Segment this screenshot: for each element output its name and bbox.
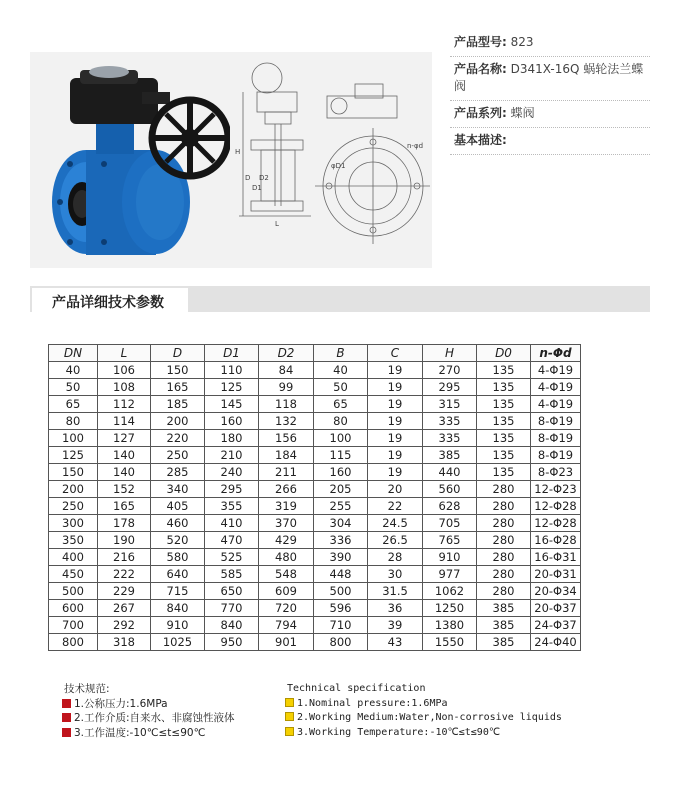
table-cell: 280 bbox=[477, 566, 531, 583]
table-cell: 794 bbox=[259, 617, 314, 634]
table-cell: 65 bbox=[49, 396, 98, 413]
table-cell: 8-Φ19 bbox=[531, 413, 581, 430]
product-info-list bbox=[450, 30, 650, 155]
table-cell: 770 bbox=[205, 600, 259, 617]
table-cell: 318 bbox=[98, 634, 151, 651]
table-row bbox=[49, 379, 581, 396]
table-cell: 525 bbox=[205, 549, 259, 566]
info-row-desc bbox=[450, 128, 650, 155]
model-label: 产品型号: bbox=[454, 35, 507, 49]
table-cell: 165 bbox=[151, 379, 205, 396]
notes-en-item bbox=[285, 697, 562, 712]
table-cell: 950 bbox=[205, 634, 259, 651]
table-cell: 99 bbox=[259, 379, 314, 396]
table-cell: 470 bbox=[205, 532, 259, 549]
table-cell: 145 bbox=[205, 396, 259, 413]
red-square-icon bbox=[62, 728, 71, 737]
table-row bbox=[49, 430, 581, 447]
info-row-series bbox=[450, 101, 650, 128]
notes-cn-item bbox=[62, 726, 235, 741]
technical-drawing bbox=[235, 56, 430, 264]
table-cell: 156 bbox=[259, 430, 314, 447]
table-cell: 315 bbox=[423, 396, 477, 413]
table-cell: 267 bbox=[98, 600, 151, 617]
table-cell: 385 bbox=[477, 634, 531, 651]
table-cell: 20-Φ34 bbox=[531, 583, 581, 600]
table-cell: 135 bbox=[477, 430, 531, 447]
table-cell: 36 bbox=[368, 600, 423, 617]
table-cell: 840 bbox=[205, 617, 259, 634]
yellow-square-icon bbox=[285, 712, 294, 721]
table-cell: 190 bbox=[98, 532, 151, 549]
yellow-square-icon bbox=[285, 698, 294, 707]
table-row bbox=[49, 413, 581, 430]
table-cell: 304 bbox=[314, 515, 368, 532]
table-cell: 295 bbox=[423, 379, 477, 396]
table-cell: 205 bbox=[314, 481, 368, 498]
table-cell: 20 bbox=[368, 481, 423, 498]
desc-label: 基本描述: bbox=[454, 133, 507, 147]
table-cell: 24.5 bbox=[368, 515, 423, 532]
drawing-label-d2: D2 bbox=[259, 174, 269, 182]
table-cell: 250 bbox=[151, 447, 205, 464]
table-cell: 448 bbox=[314, 566, 368, 583]
table-cell: 150 bbox=[49, 464, 98, 481]
table-cell: 152 bbox=[98, 481, 151, 498]
notes-cn-item bbox=[62, 711, 235, 726]
table-cell: 135 bbox=[477, 413, 531, 430]
table-cell: 200 bbox=[49, 481, 98, 498]
table-cell: 165 bbox=[98, 498, 151, 515]
table-cell: 135 bbox=[477, 362, 531, 379]
table-cell: 400 bbox=[49, 549, 98, 566]
table-cell: 118 bbox=[259, 396, 314, 413]
table-cell: 450 bbox=[49, 566, 98, 583]
table-cell: 280 bbox=[477, 498, 531, 515]
table-cell: 840 bbox=[151, 600, 205, 617]
table-cell: 24-Φ40 bbox=[531, 634, 581, 651]
table-cell: 370 bbox=[259, 515, 314, 532]
notes-en-item-text: 1.Nominal pressure:1.6MPa bbox=[297, 697, 448, 709]
table-cell: 210 bbox=[205, 447, 259, 464]
col-header-c: C bbox=[368, 345, 423, 362]
table-cell: 715 bbox=[151, 583, 205, 600]
table-cell: 19 bbox=[368, 413, 423, 430]
table-cell: 19 bbox=[368, 464, 423, 481]
table-cell: 640 bbox=[151, 566, 205, 583]
table-cell: 24-Φ37 bbox=[531, 617, 581, 634]
table-cell: 160 bbox=[314, 464, 368, 481]
table-cell: 12-Φ28 bbox=[531, 515, 581, 532]
table-cell: 19 bbox=[368, 379, 423, 396]
name-value: D341X-16Q 蜗轮法兰蝶阀 bbox=[454, 62, 644, 93]
table-cell: 385 bbox=[477, 617, 531, 634]
drawing-label-h: H bbox=[235, 148, 241, 156]
yellow-square-icon bbox=[285, 727, 294, 736]
table-cell: 112 bbox=[98, 396, 151, 413]
table-cell: 300 bbox=[49, 515, 98, 532]
table-cell: 240 bbox=[205, 464, 259, 481]
table-cell: 125 bbox=[49, 447, 98, 464]
spec-table bbox=[48, 344, 581, 651]
col-header-d: D bbox=[151, 345, 205, 362]
table-cell: 84 bbox=[259, 362, 314, 379]
series-value: 蝶阀 bbox=[510, 106, 535, 120]
table-cell: 270 bbox=[423, 362, 477, 379]
table-cell: 4-Φ19 bbox=[531, 396, 581, 413]
table-cell: 140 bbox=[98, 464, 151, 481]
table-cell: 910 bbox=[151, 617, 205, 634]
table-cell: 20-Φ37 bbox=[531, 600, 581, 617]
notes-en-item bbox=[285, 711, 562, 726]
table-cell: 1380 bbox=[423, 617, 477, 634]
col-header-b: B bbox=[314, 345, 368, 362]
spec-notes-en bbox=[285, 682, 562, 740]
table-cell: 200 bbox=[151, 413, 205, 430]
table-cell: 31.5 bbox=[368, 583, 423, 600]
table-cell: 108 bbox=[98, 379, 151, 396]
table-row bbox=[49, 617, 581, 634]
table-cell: 255 bbox=[314, 498, 368, 515]
table-cell: 292 bbox=[98, 617, 151, 634]
table-cell: 250 bbox=[49, 498, 98, 515]
table-cell: 335 bbox=[423, 413, 477, 430]
table-cell: 100 bbox=[49, 430, 98, 447]
table-cell: 280 bbox=[477, 549, 531, 566]
table-cell: 185 bbox=[151, 396, 205, 413]
notes-cn-item-text: 1.公称压力:1.6MPa bbox=[74, 697, 168, 710]
table-cell: 580 bbox=[151, 549, 205, 566]
col-header-h: H bbox=[423, 345, 477, 362]
table-cell: 440 bbox=[423, 464, 477, 481]
table-cell: 127 bbox=[98, 430, 151, 447]
table-cell: 720 bbox=[259, 600, 314, 617]
table-cell: 600 bbox=[49, 600, 98, 617]
table-cell: 1550 bbox=[423, 634, 477, 651]
table-cell: 43 bbox=[368, 634, 423, 651]
table-row bbox=[49, 583, 581, 600]
col-header-d2: D2 bbox=[259, 345, 314, 362]
info-row-name bbox=[450, 57, 650, 101]
table-cell: 20-Φ31 bbox=[531, 566, 581, 583]
table-cell: 211 bbox=[259, 464, 314, 481]
table-cell: 132 bbox=[259, 413, 314, 430]
table-cell: 340 bbox=[151, 481, 205, 498]
table-row bbox=[49, 396, 581, 413]
table-cell: 460 bbox=[151, 515, 205, 532]
model-value: 823 bbox=[510, 35, 534, 49]
table-cell: 19 bbox=[368, 447, 423, 464]
table-cell: 160 bbox=[205, 413, 259, 430]
table-cell: 266 bbox=[259, 481, 314, 498]
table-cell: 8-Φ19 bbox=[531, 447, 581, 464]
table-row bbox=[49, 549, 581, 566]
notes-en-title: Technical specification bbox=[287, 683, 426, 694]
table-cell: 585 bbox=[205, 566, 259, 583]
notes-en-item-text: 3.Working Temperature:-10℃≤t≤90℃ bbox=[297, 726, 501, 738]
table-cell: 125 bbox=[205, 379, 259, 396]
table-cell: 901 bbox=[259, 634, 314, 651]
table-cell: 977 bbox=[423, 566, 477, 583]
table-cell: 705 bbox=[423, 515, 477, 532]
table-cell: 280 bbox=[477, 481, 531, 498]
table-row bbox=[49, 498, 581, 515]
table-cell: 135 bbox=[477, 396, 531, 413]
table-row bbox=[49, 634, 581, 651]
table-cell: 650 bbox=[205, 583, 259, 600]
drawing-label-phid1: φD1 bbox=[331, 162, 346, 170]
col-header-l: L bbox=[98, 345, 151, 362]
table-cell: 609 bbox=[259, 583, 314, 600]
section-tab bbox=[30, 286, 188, 312]
table-cell: 50 bbox=[314, 379, 368, 396]
drawing-label-n-phid: n-φd bbox=[407, 142, 424, 150]
table-cell: 520 bbox=[151, 532, 205, 549]
table-row bbox=[49, 362, 581, 379]
table-cell: 800 bbox=[314, 634, 368, 651]
table-cell: 700 bbox=[49, 617, 98, 634]
table-cell: 19 bbox=[368, 362, 423, 379]
table-cell: 285 bbox=[151, 464, 205, 481]
table-cell: 548 bbox=[259, 566, 314, 583]
table-cell: 16-Φ28 bbox=[531, 532, 581, 549]
table-cell: 4-Φ19 bbox=[531, 362, 581, 379]
product-photo bbox=[30, 52, 230, 268]
table-cell: 8-Φ23 bbox=[531, 464, 581, 481]
table-cell: 150 bbox=[151, 362, 205, 379]
table-cell: 480 bbox=[259, 549, 314, 566]
table-cell: 385 bbox=[477, 600, 531, 617]
spec-table-body bbox=[49, 362, 581, 651]
table-cell: 560 bbox=[423, 481, 477, 498]
table-cell: 106 bbox=[98, 362, 151, 379]
notes-cn-item-text: 3.工作温度:-10℃≤t≤90℃ bbox=[74, 726, 206, 739]
table-cell: 19 bbox=[368, 396, 423, 413]
table-cell: 16-Φ31 bbox=[531, 549, 581, 566]
table-cell: 135 bbox=[477, 464, 531, 481]
table-cell: 710 bbox=[314, 617, 368, 634]
col-header-d1: D1 bbox=[205, 345, 259, 362]
name-label: 产品名称: bbox=[454, 62, 507, 76]
notes-cn-title: 技术规范: bbox=[64, 683, 110, 695]
red-square-icon bbox=[62, 713, 71, 722]
table-cell: 220 bbox=[151, 430, 205, 447]
table-cell: 40 bbox=[314, 362, 368, 379]
table-cell: 184 bbox=[259, 447, 314, 464]
drawing-label-d1: D1 bbox=[252, 184, 262, 192]
section-title: 产品详细技术参数 bbox=[52, 295, 164, 311]
table-cell: 22 bbox=[368, 498, 423, 515]
table-cell: 135 bbox=[477, 379, 531, 396]
table-cell: 910 bbox=[423, 549, 477, 566]
col-header-d0: D0 bbox=[477, 345, 531, 362]
drawing-label-l: L bbox=[275, 220, 279, 228]
table-cell: 390 bbox=[314, 549, 368, 566]
table-cell: 229 bbox=[98, 583, 151, 600]
table-cell: 110 bbox=[205, 362, 259, 379]
notes-cn-item bbox=[62, 697, 235, 712]
col-header-dn: DN bbox=[49, 345, 98, 362]
notes-en-item bbox=[285, 726, 562, 741]
table-cell: 405 bbox=[151, 498, 205, 515]
table-cell: 80 bbox=[49, 413, 98, 430]
table-cell: 280 bbox=[477, 583, 531, 600]
table-cell: 628 bbox=[423, 498, 477, 515]
table-cell: 39 bbox=[368, 617, 423, 634]
table-cell: 40 bbox=[49, 362, 98, 379]
table-cell: 12-Φ28 bbox=[531, 498, 581, 515]
info-row-model bbox=[450, 30, 650, 57]
table-cell: 280 bbox=[477, 532, 531, 549]
table-cell: 500 bbox=[49, 583, 98, 600]
drawing-label-d: D bbox=[245, 174, 251, 182]
notes-en-item-text: 2.Working Medium:Water,Non-corrosive liquids bbox=[297, 712, 562, 723]
table-cell: 1062 bbox=[423, 583, 477, 600]
table-cell: 50 bbox=[49, 379, 98, 396]
table-cell: 336 bbox=[314, 532, 368, 549]
table-cell: 295 bbox=[205, 481, 259, 498]
table-cell: 80 bbox=[314, 413, 368, 430]
table-cell: 280 bbox=[477, 515, 531, 532]
table-row bbox=[49, 566, 581, 583]
notes-cn-item-text: 2.工作介质:自来水、非腐蚀性液体 bbox=[74, 712, 235, 724]
table-cell: 222 bbox=[98, 566, 151, 583]
table-cell: 410 bbox=[205, 515, 259, 532]
table-cell: 12-Φ23 bbox=[531, 481, 581, 498]
table-row bbox=[49, 600, 581, 617]
product-image-panel bbox=[30, 52, 432, 268]
table-cell: 596 bbox=[314, 600, 368, 617]
table-row bbox=[49, 481, 581, 498]
table-row bbox=[49, 447, 581, 464]
table-cell: 765 bbox=[423, 532, 477, 549]
table-cell: 19 bbox=[368, 430, 423, 447]
table-cell: 100 bbox=[314, 430, 368, 447]
table-row bbox=[49, 515, 581, 532]
table-row bbox=[49, 464, 581, 481]
table-cell: 216 bbox=[98, 549, 151, 566]
table-cell: 178 bbox=[98, 515, 151, 532]
table-cell: 1250 bbox=[423, 600, 477, 617]
table-cell: 140 bbox=[98, 447, 151, 464]
spec-notes-cn bbox=[62, 682, 235, 740]
table-cell: 28 bbox=[368, 549, 423, 566]
table-cell: 30 bbox=[368, 566, 423, 583]
table-cell: 800 bbox=[49, 634, 98, 651]
table-cell: 350 bbox=[49, 532, 98, 549]
table-cell: 4-Φ19 bbox=[531, 379, 581, 396]
section-header bbox=[30, 286, 650, 312]
table-cell: 355 bbox=[205, 498, 259, 515]
spec-table-header-row bbox=[49, 345, 581, 362]
col-header-n-phid: n-Φd bbox=[531, 345, 581, 362]
table-cell: 319 bbox=[259, 498, 314, 515]
table-cell: 115 bbox=[314, 447, 368, 464]
red-square-icon bbox=[62, 699, 71, 708]
table-cell: 180 bbox=[205, 430, 259, 447]
table-cell: 335 bbox=[423, 430, 477, 447]
table-cell: 8-Φ19 bbox=[531, 430, 581, 447]
table-cell: 385 bbox=[423, 447, 477, 464]
table-cell: 65 bbox=[314, 396, 368, 413]
table-cell: 135 bbox=[477, 447, 531, 464]
series-label: 产品系列: bbox=[454, 106, 507, 120]
table-cell: 500 bbox=[314, 583, 368, 600]
table-cell: 114 bbox=[98, 413, 151, 430]
table-row bbox=[49, 532, 581, 549]
table-cell: 26.5 bbox=[368, 532, 423, 549]
table-cell: 1025 bbox=[151, 634, 205, 651]
table-cell: 429 bbox=[259, 532, 314, 549]
